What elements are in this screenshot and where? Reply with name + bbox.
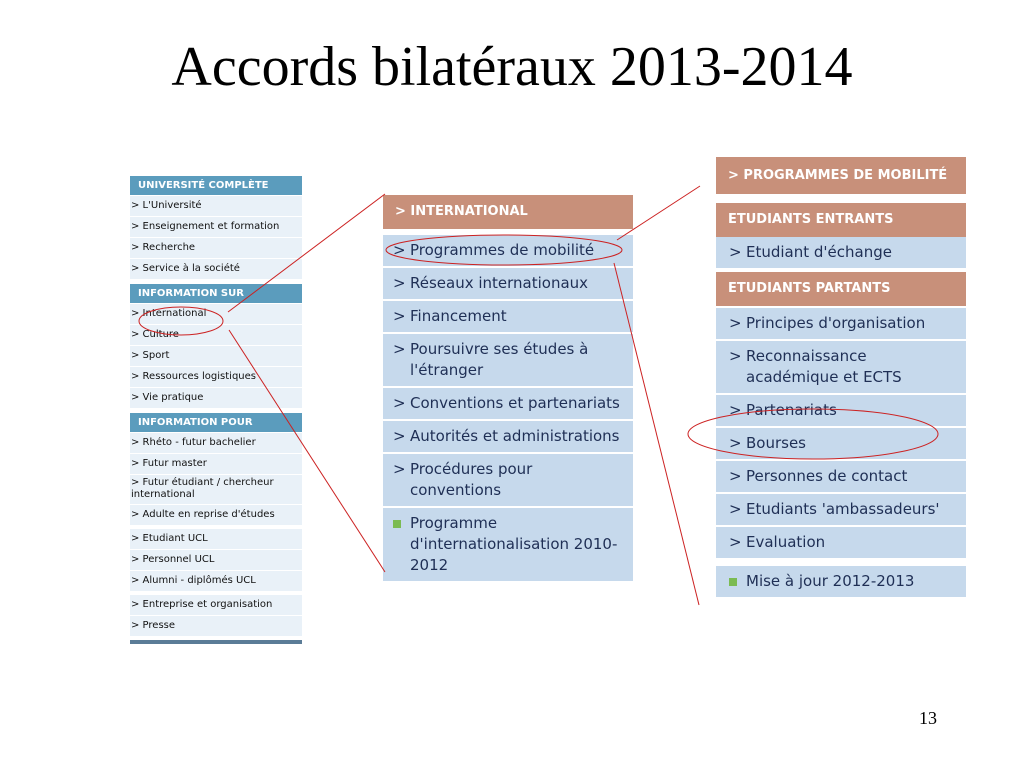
menu-item-reconnaissance-ects[interactable] — [716, 341, 966, 395]
menu-item-label: Conventions et partenariats — [410, 394, 620, 412]
menu-item-entreprise[interactable]: > Entreprise et organisation — [130, 595, 302, 616]
chevron-right-icon: > — [729, 243, 742, 261]
menu-header-information-sur: INFORMATION SUR — [130, 284, 302, 304]
chevron-right-icon: > — [729, 347, 742, 365]
chevron-right-icon: > — [729, 533, 742, 551]
menu-item-rheto[interactable]: > Rhéto - futur bachelier — [130, 433, 302, 454]
menu-item-etudiant-ucl[interactable]: > Etudiant UCL — [130, 529, 302, 550]
menu-item-etudiants-ambassadeurs[interactable] — [716, 494, 966, 527]
chevron-right-icon: > — [393, 274, 406, 292]
menu-item-partenariats[interactable] — [716, 395, 966, 428]
menu-item-service-societe[interactable]: > Service à la société — [130, 259, 302, 280]
menu-item-label: Poursuivre ses études à l'étranger — [410, 340, 589, 379]
menu-footer-bar — [130, 640, 302, 644]
chevron-right-icon: > — [393, 427, 406, 445]
menu-item-presse[interactable]: > Presse — [130, 616, 302, 637]
menu-item-autorites-administrations[interactable] — [383, 421, 633, 454]
slide-title: Accords bilatéraux 2013-2014 — [171, 36, 853, 98]
menu-item-etudiant-echange[interactable] — [716, 237, 966, 270]
chevron-right-icon: > — [729, 467, 742, 485]
menu-item-programmes-mobilite[interactable] — [383, 235, 633, 268]
menu-item-label: Etudiant d'échange — [746, 243, 892, 261]
menu-item-conventions-partenariats[interactable] — [383, 388, 633, 421]
menu-item-culture[interactable]: > Culture — [130, 325, 302, 346]
menu-item-futur-master[interactable]: > Futur master — [130, 454, 302, 475]
menu-item-alumni-ucl[interactable]: > Alumni - diplômés UCL — [130, 571, 302, 592]
menu-item-label: Etudiants 'ambassadeurs' — [746, 500, 940, 518]
menu-item-label: Programmes de mobilité — [410, 241, 595, 259]
menu-item-label: Evaluation — [746, 533, 826, 551]
menu-item-principes-organisation[interactable] — [716, 308, 966, 341]
menu-item-enseignement[interactable]: > Enseignement et formation — [130, 217, 302, 238]
menu-item-programme-internationalisation[interactable] — [383, 508, 633, 583]
slide-number: 13 — [919, 708, 937, 728]
menu-item-label: Autorités et administrations — [410, 427, 620, 445]
menu-item-label: Programme d'internationalisation 2010-2012 — [410, 514, 618, 574]
menu-item-label: Financement — [410, 307, 507, 325]
chevron-right-icon: > — [729, 434, 742, 452]
menu-item-reseaux-internationaux[interactable] — [383, 268, 633, 301]
incoming-students-header: ETUDIANTS ENTRANTS — [716, 203, 966, 237]
menu-item-international[interactable]: > International — [130, 304, 302, 325]
menu-item-label: Réseaux internationaux — [410, 274, 589, 292]
international-menu-header: > INTERNATIONAL — [383, 195, 633, 229]
menu-item-mise-a-jour[interactable] — [716, 566, 966, 599]
menu-item-procedures-conventions[interactable] — [383, 454, 633, 508]
menu-item-personnel-ucl[interactable]: > Personnel UCL — [130, 550, 302, 571]
chevron-right-icon: > — [729, 314, 742, 332]
menu-item-label: Reconnaissance académique et ECTS — [746, 347, 902, 386]
menu-item-label: Procédures pour conventions — [410, 460, 533, 499]
menu-item-label: Principes d'organisation — [746, 314, 926, 332]
chevron-right-icon: > — [393, 340, 406, 358]
menu-item-personnes-contact[interactable] — [716, 461, 966, 494]
menu-item-vie-pratique[interactable]: > Vie pratique — [130, 388, 302, 409]
mobility-programs-menu — [716, 157, 966, 599]
chevron-right-icon: > — [729, 500, 742, 518]
international-menu — [383, 195, 633, 583]
university-sidebar-menu — [130, 176, 302, 644]
menu-header-universite-complete: UNIVERSITÉ COMPLÈTE — [130, 176, 302, 196]
chevron-right-icon: > — [393, 460, 406, 478]
green-square-icon — [393, 513, 410, 576]
green-square-icon — [729, 571, 746, 592]
menu-item-financement[interactable] — [383, 301, 633, 334]
menu-header-information-pour: INFORMATION POUR — [130, 413, 302, 433]
menu-item-poursuivre-etudes[interactable] — [383, 334, 633, 388]
menu-item-evaluation[interactable] — [716, 527, 966, 560]
menu-item-adulte-reprise[interactable]: > Adulte en reprise d'études — [130, 505, 302, 526]
menu-item-futur-etudiant-international[interactable]: > Futur étudiant / chercheur international — [130, 475, 302, 505]
menu-item-recherche[interactable]: > Recherche — [130, 238, 302, 259]
menu-item-label: Bourses — [746, 434, 806, 452]
menu-item-sport[interactable]: > Sport — [130, 346, 302, 367]
chevron-right-icon: > — [393, 394, 406, 412]
chevron-right-icon: > — [393, 241, 406, 259]
chevron-right-icon: > — [393, 307, 406, 325]
outgoing-students-header: ETUDIANTS PARTANTS — [716, 272, 966, 306]
chevron-right-icon: > — [729, 401, 742, 419]
menu-item-label: Personnes de contact — [746, 467, 908, 485]
menu-item-universite[interactable]: > L'Université — [130, 196, 302, 217]
mobility-menu-header: > PROGRAMMES DE MOBILITÉ — [716, 157, 966, 194]
menu-item-label: Partenariats — [746, 401, 837, 419]
menu-item-ressources-logistiques[interactable]: > Ressources logistiques — [130, 367, 302, 388]
menu-item-label: Mise à jour 2012-2013 — [746, 572, 915, 590]
menu-item-bourses[interactable] — [716, 428, 966, 461]
